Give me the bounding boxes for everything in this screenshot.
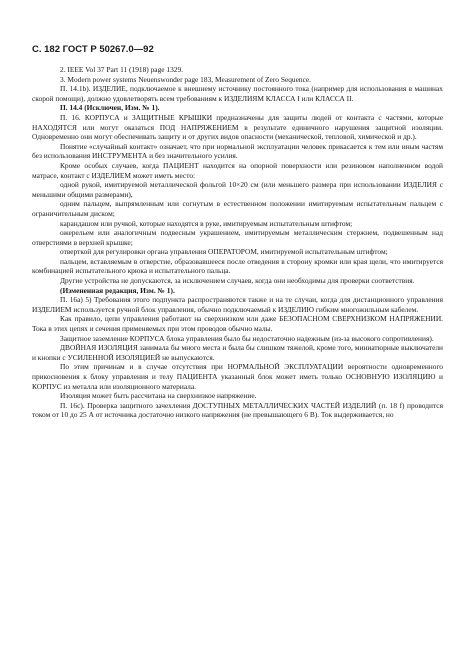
- paragraph: одной рукой, имитируемой металлической фольгой 10×20 см (или меньшего размера при использовании ИЗДЕЛИЯ с меньшими общими размерами),: [32, 180, 443, 199]
- paragraph: Изоляция может быть рассчитана на сверхнизкое напряжение.: [60, 391, 257, 401]
- paragraph: 2. IEEE Vol 37 Part 11 (1918) page 1329.: [60, 65, 184, 74]
- paragraph: Как правило, цепи управления работают на сверхнизком или даже БЕЗОПАСНОМ СВЕРХНИЗКОМ НАПРЯЖЕНИИ. Тока в этих цепях и сечения применяемых при этом проводов обычно малы.: [32, 314, 443, 334]
- paragraph: ожерельем или аналогичным подвесным украшением, имитируемым металлическим стержнем, подвешенным над отверстиями в верхней крышке;: [32, 228, 443, 247]
- paragraph: 3. Modern power systems Neuenswonder page 183, Measurement of Zero Sequence.: [60, 74, 312, 84]
- paragraph: Понятие «случайный контакт» означает, что при нормальной эксплуатации человек прикасается к тем или иным частям без использования ИНСТРУМЕНТА и без значительного усилия.: [32, 141, 443, 161]
- page-header: С. 182 ГОСТ Р 50267.0—92: [32, 44, 154, 55]
- paragraph: (Измененная редакция, Изм. № 1).: [60, 285, 175, 295]
- paragraph: пальцем, вставляемым в отверстие, образовавшееся после отведения в сторону кромки или края щели, что имитируется комбинацией испытательного крюка и испытательного пальца.: [32, 256, 443, 276]
- paragraph: карандашом или ручкой, которые находятся в руке, имитируемым испытательным штифтом;: [60, 218, 353, 228]
- paragraph: ДВОЙНАЯ ИЗОЛЯЦИЯ занимала бы много места и была бы слишком тяжелой, кроме того, миниатюрные выключатели и кнопки с УСИЛЕННОЙ ИЗОЛЯЦИЕЙ не выпускаются.: [32, 343, 443, 362]
- paragraph: П. 16c). Проверка защитного зачехления ДОСТУПНЫХ МЕТАЛЛИЧЕСКИХ ЧАСТЕЙ ИЗДЕЛИЙ (п. 18 f) проводится током от 10 до 25 А от источника достаточно низкого напряжения (не превышающего 6 В). Ток выдерживается, но: [32, 400, 443, 420]
- paragraph: одним пальцем, выпрямленным или согнутым в естественном положении имитируемым испытательным пальцем с ограничительным диском;: [32, 199, 443, 218]
- paragraph: П. 16. КОРПУСА и ЗАЩИТНЫЕ КРЫШКИ предназначены для защиты людей от контакта с частями, которые НАХОДЯТСЯ или могут оказаться ПОД НАПРЯЖЕНИЕМ в результате единичного нарушения защитной изоляции. Одновременно они могут обеспечивать защиту и от других видов опасности (механической, тепловой, химической и др.).: [32, 112, 443, 142]
- paragraph: П. 16a) 5) Требования этого подпункта распространяются также и на те случаи, когда для дистанционного управления ИЗДЕЛИЕМ используется ручной блок управления, обычно подключаемый к ИЗДЕЛИЮ гибким многожильным кабелем.: [32, 295, 443, 314]
- paragraph: Защитное заземление КОРПУСА блока управления было бы недостаточно надежным (из-за высокого сопротивления).: [60, 333, 434, 343]
- paragraph: отверткой для регулировки органа управления ОПЕРАТОРОМ, имитируемой испытательным штифтом;: [60, 247, 388, 257]
- paragraph: Кроме особых случаев, когда ПАЦИЕНТ находится на опорной поверхности или резиновом наполненном водой матрасе, контакт с ИЗДЕЛИЕМ может иметь место:: [32, 160, 443, 180]
- paragraph: По этим причинам и в случае отсутствия при НОРМАЛЬНОЙ ЭКСПЛУАТАЦИИ вероятности одновременного прикосновения к блоку управления и телу ПАЦИЕНТА указанный блок может иметь только ОСНОВНУЮ ИЗОЛЯЦИЮ и КОРПУС из металла или изоляционного материала.: [32, 362, 443, 391]
- paragraph: П. 14.1b). ИЗДЕЛИЕ, подключаемое к внешнему источнику постоянного тока (например для использования в машинах скорой помощи), должно удовлетворять всем требованиям к ИЗДЕЛИЯМ КЛАССА I или КЛАССА II.: [32, 84, 443, 103]
- paragraph: П. 14.4 (Исключен, Изм. № 1).: [60, 103, 160, 113]
- paragraph: Другие устройства не допускаются, за исключением случаев, когда они необходимы для проверки соответствия.: [60, 276, 415, 286]
